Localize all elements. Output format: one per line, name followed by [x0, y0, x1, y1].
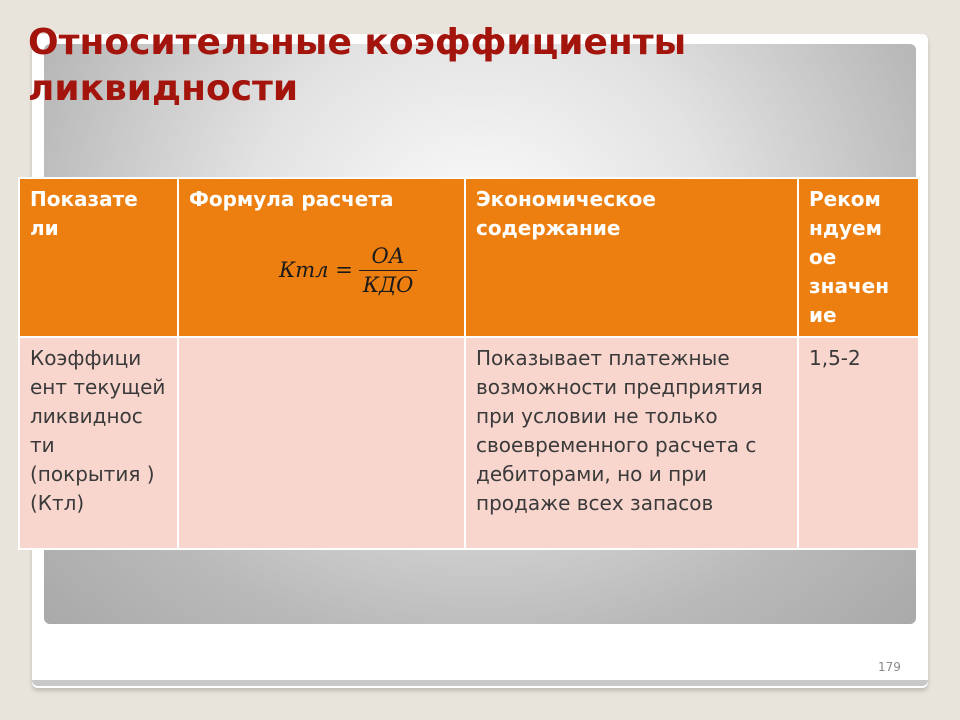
cell-formula — [178, 337, 465, 549]
cell-indicator: Коэффици ент текущей ликвиднос ти (покрытия ) (Ктл) — [19, 337, 178, 549]
formula-denominator: КДО — [359, 270, 418, 297]
header-formula-label: Формула расчета — [189, 187, 394, 211]
formula-ktl — [279, 244, 454, 297]
cell-recommended-value: 1,5-2 — [798, 337, 919, 549]
slide-title — [28, 20, 928, 112]
header-formula — [178, 178, 465, 337]
slide-title-line1: Относительные коэффициенты — [28, 22, 687, 63]
table-row — [19, 337, 919, 549]
header-economic-content: Экономическое содержание — [465, 178, 798, 337]
slide-title-line2: ликвидности — [28, 68, 299, 109]
formula-fraction — [359, 244, 418, 297]
formula-numerator: ОА — [371, 244, 405, 268]
card-bottom-edge — [32, 680, 928, 686]
liquidity-table — [18, 177, 920, 550]
page-number: 179 — [878, 660, 901, 674]
table-header-row — [19, 178, 919, 337]
formula-lhs: Ктл = — [279, 258, 353, 282]
cell-economic-content: Показывает платежные возможности предприятия при условии не только своевременного расчета с дебиторами, но и при продаже всех запасов — [465, 337, 798, 549]
header-indicators: Показате ли — [19, 178, 178, 337]
header-recommended-value: Реком ндуем ое значен ие — [798, 178, 919, 337]
